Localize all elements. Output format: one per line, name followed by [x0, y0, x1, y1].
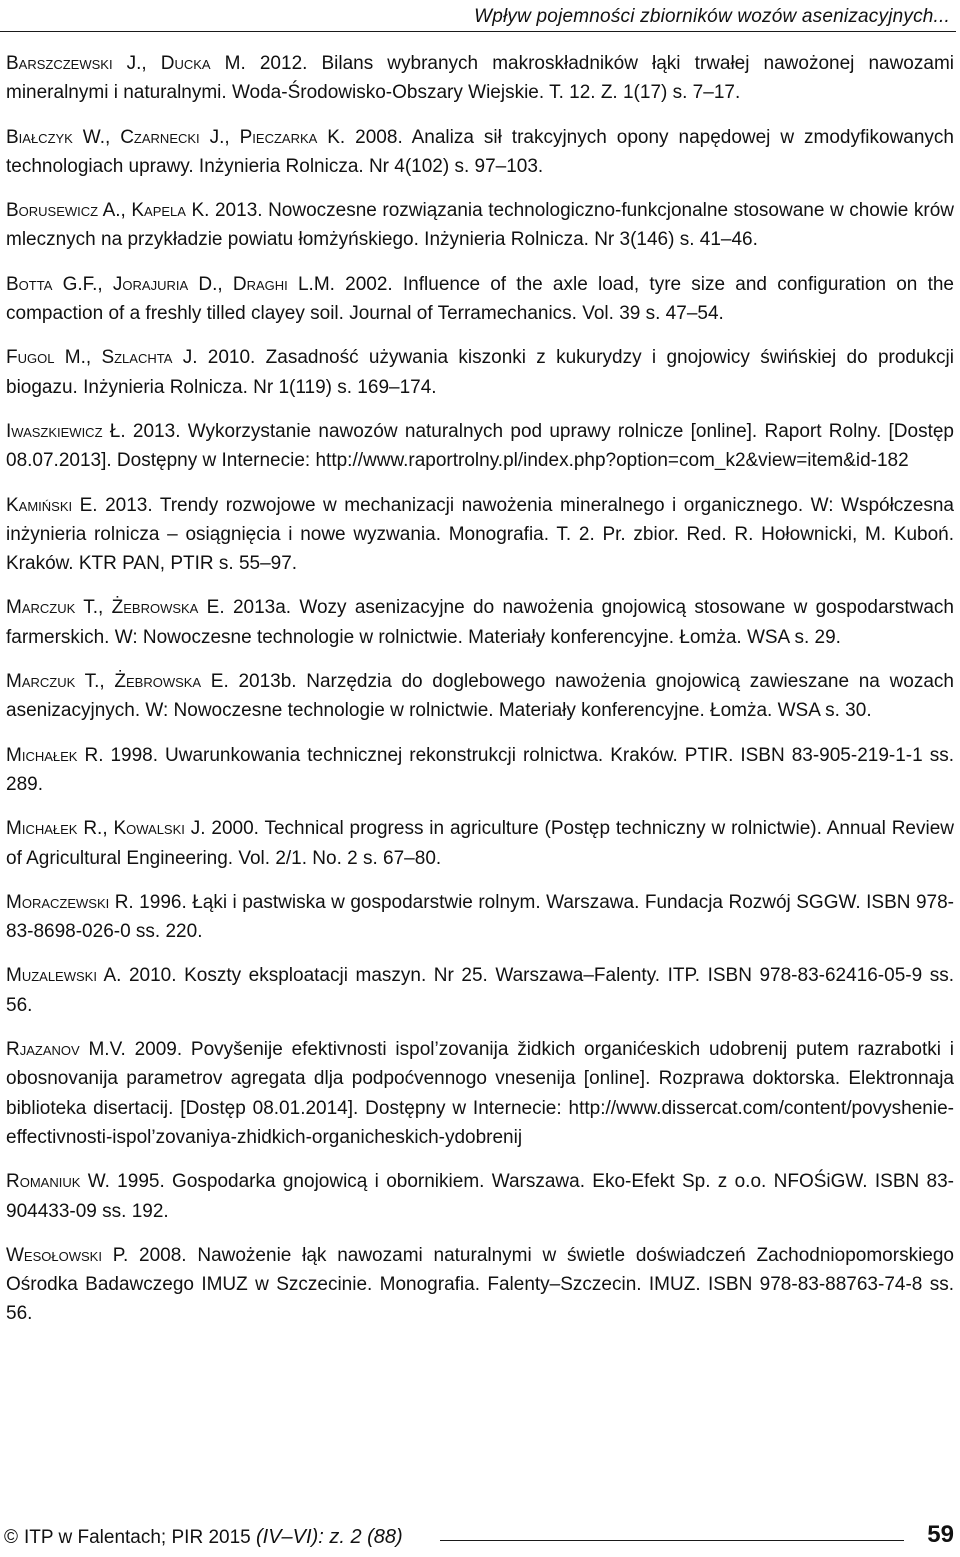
reference-text: 2013. Nowoczesne rozwiązania technologiczno-funkcjonalne stosowane w chowie krów mlecznych na przykładzie powiatu łomżyńskiego. Inżynieria Rolnicza. Nr 3(146) s. 41–46. [6, 200, 954, 251]
page-footer [0, 1511, 960, 1557]
footer-citation [4, 1526, 415, 1549]
reference-text: 2010. Koszty eksploatacji maszyn. Nr 25. Warszawa–Falenty. ITP. ISBN 978-83-62416-05-9 ss. 56. [6, 965, 954, 1016]
header-rule [0, 31, 956, 32]
reference-authors: Iwaszkiewicz Ł. [6, 420, 126, 442]
reference-authors: Kamiński E. [6, 494, 98, 516]
footer-rule [440, 1540, 904, 1541]
reference-text: 2013. Wykorzystanie nawozów naturalnych pod uprawy rolnicze [online]. Raport Rolny. [Dostęp 08.07.2013]. Dostępny w Internecie: http://www.raportrolny.pl/index.php?option=com_k2&view=item&id-182 [6, 420, 954, 472]
reference-authors: Barszczewski J., Ducka M. [6, 53, 246, 74]
running-head [0, 0, 960, 36]
running-head-title: Wpływ pojemności zbiorników wozów asenizacyjnych... [474, 6, 950, 27]
page-number: 59 [927, 1521, 954, 1548]
reference-item [6, 888, 954, 947]
reference-text: 1996. Łąki i pastwiska w gospodarstwie rolnym. Warszawa. Fundacja Rozwój SGGW. ISBN 978-83-8698-026-0 ss. 220. [6, 891, 954, 943]
reference-authors: Białczyk W., Czarnecki J., Pieczarka K. [6, 126, 346, 148]
reference-authors: Marczuk T., Żebrowska E. [6, 671, 229, 693]
reference-item [6, 123, 954, 182]
reference-item [6, 593, 954, 652]
reference-text: 2013a. Wozy asenizacyjne do nawożenia gnojowicą stosowane w gospodarstwach farmerskich. W: Nowoczesne technologie w rolnictwie. Materiały konferencyjne. Łomża. WSA s. 29. [6, 597, 954, 648]
reference-item [6, 741, 954, 800]
reference-item [6, 667, 954, 726]
reference-text: 2002. Influence of the axle load, tyre size and configuration on the compaction of a freshly tilled clayey soil. Journal of Terramechanics. Vol. 39 s. 47–54. [6, 273, 954, 325]
reference-item [6, 49, 954, 108]
reference-authors: Romaniuk W. [6, 1171, 110, 1193]
reference-authors: Botta G.F., Jorajuria D., Draghi L.M. [6, 273, 335, 295]
reference-item [6, 1167, 954, 1226]
reference-text: 2013. Trendy rozwojowe w mechanizacji nawożenia mineralnego i organicznego. W: Współczesna inżynieria rolnicza – osiągnięcia i nowe wyzwania. Monografia. T. 2. Pr. zbior. Red. R. Hołownicki, M. Kuboń. Kraków. KTR PAN, PTIR s. 55–97. [6, 494, 954, 575]
reference-authors: Marczuk T., Żebrowska E. [6, 597, 225, 619]
reference-text: 2009. Povyšenije efektivnosti ispol’zovanija židkich organićeskich udobrenij putem razrabotki i obosnovanija parametrov agregata dlja podpoćvennogo vnesenija [online]. Rozprawa doktorska. Elektronnaja biblioteka disertacij. [Dostęp 08.01.2014]. Dostępny w Internecie: http://www.dissercat.com/content/povyshenie-effectivnosti-ispol’zovaniya-zhidkich-organicheskich-ydobrenij [6, 1039, 954, 1148]
reference-item [6, 417, 954, 476]
reference-item [6, 1035, 954, 1152]
reference-text: 2010. Zasadność używania kiszonki z kukurydzy i gnojowicy świńskiej do produkcji biogazu. Inżynieria Rolnicza. Nr 1(119) s. 169–174. [6, 347, 955, 398]
reference-item [6, 196, 954, 255]
reference-authors: Michałek R., Kowalski J. [6, 818, 206, 840]
reference-authors: Borusewicz A., Kapela K. [6, 200, 210, 222]
reference-text: 1995. Gospodarka gnojowicą i obornikiem. Warszawa. Eko-Efekt Sp. z o.o. NFOŚiGW. ISBN 83-904433-09 ss. 192. [6, 1171, 954, 1222]
reference-text: 2000. Technical progress in agriculture (Postęp techniczny w rolnictwie). Annual Review of Agricultural Engineering. Vol. 2/1. No. 2 s. 67–80. [6, 818, 955, 869]
copyright-icon: © [4, 1527, 18, 1548]
reference-item [6, 270, 954, 329]
reference-item [6, 491, 954, 579]
reference-item [6, 961, 954, 1020]
footer-journal-issue: (IV–VI): z. 2 (88) [256, 1526, 403, 1548]
reference-item [6, 814, 954, 873]
reference-authors: Michałek R. [6, 744, 104, 766]
reference-authors: Wesołowski P. [6, 1244, 129, 1266]
reference-authors: Rjazanov M.V. [6, 1039, 126, 1061]
reference-text: 2008. Nawożenie łąk nawozami naturalnymi w świetle doświadczeń Zachodniopomorskiego Ośrodka Badawczego IMUZ w Szczecinie. Monografia. Falenty–Szczecin. IMUZ. ISBN 978-83-88763-74-8 ss. 56. [6, 1244, 954, 1325]
reference-text: 1998. Uwarunkowania technicznej rekonstrukcji rolnictwa. Kraków. PTIR. ISBN 83-905-219-1-1 ss. 289. [6, 744, 954, 795]
reference-authors: Moraczewski R. [6, 891, 134, 913]
reference-authors: Muzalewski A. [6, 965, 122, 987]
reference-authors: Fugol M., Szlachta J. [6, 347, 198, 369]
reference-text: 2008. Analiza sił trakcyjnych opony napędowej w zmodyfikowanych technologiach uprawy. Inżynieria Rolnicza. Nr 4(102) s. 97–103. [6, 126, 954, 177]
reference-text: 2013b. Narzędzia do doglebowego nawożenia gnojowicą zawieszane na wozach asenizacyjnych. W: Nowoczesne technologie w rolnictwie. Materiały konferencyjne. Łomża. WSA s. 30. [6, 671, 954, 722]
reference-item [6, 343, 954, 402]
reference-list [6, 49, 954, 1344]
reference-item [6, 1241, 954, 1329]
footer-institution: ITP w Falentach; PIR 2015 [24, 1527, 251, 1548]
reference-text: 2012. Bilans wybranych makroskładników łąki trwałej nawożonej nawozami mineralnymi i naturalnymi. Woda-Środowisko-Obszary Wiejskie. T. 12. Z. 1(17) s. 7–17. [6, 53, 954, 104]
